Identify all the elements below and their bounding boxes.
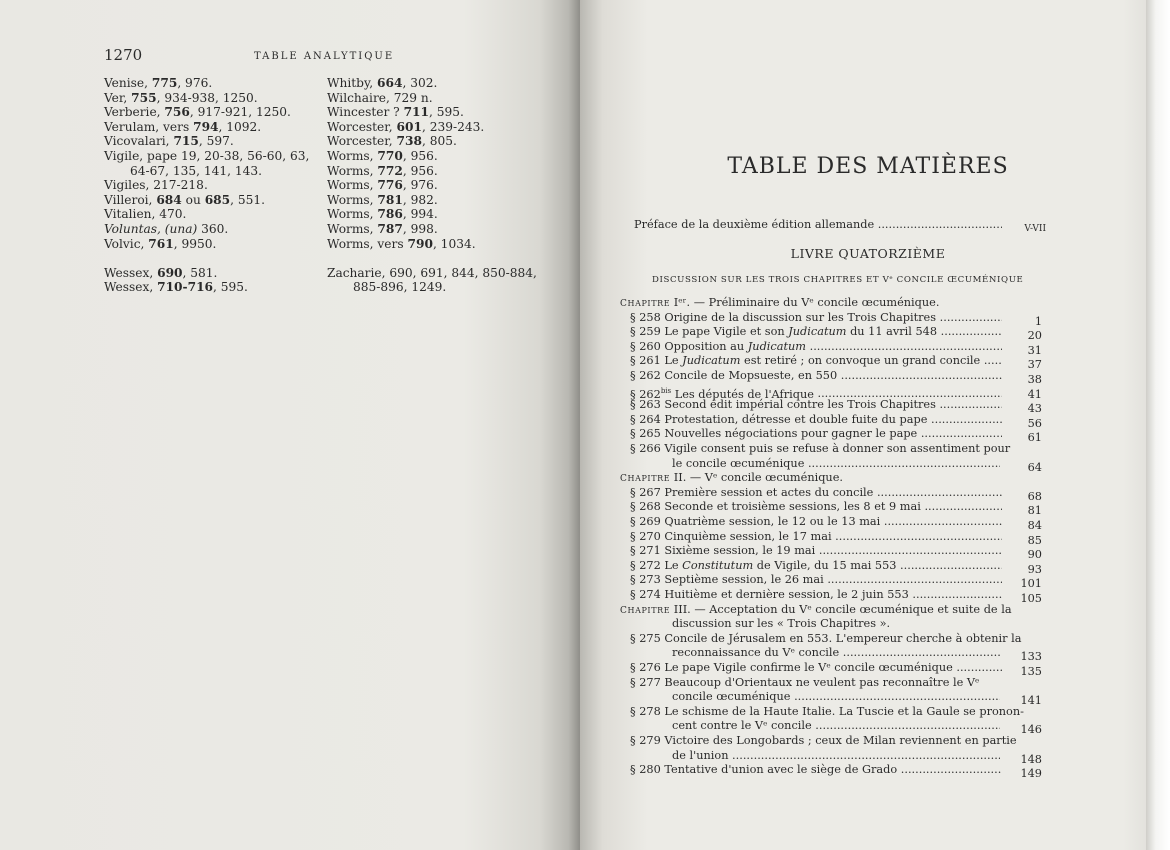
toc-entry-label: § 259 Le pape Vigile et son Judicatum du 11 avril 548 .....: [630, 325, 1002, 340]
index-entry: Venise, 775, 976.: [104, 76, 213, 90]
index-entry-continuation: 885-896, 1249.: [353, 280, 447, 295]
preface-page: V-VII: [1024, 224, 1046, 234]
toc-entry: [630, 632, 1021, 647]
toc-entry-page: 105: [1020, 592, 1042, 605]
toc-entry-page: 133: [1020, 650, 1042, 664]
toc-entry-page: 93: [1027, 562, 1042, 576]
toc-entry-page: 43: [1027, 402, 1042, 416]
toc-entry-page: 61: [1027, 431, 1042, 445]
toc-entry-page: 90: [1027, 548, 1042, 562]
chapter-heading: CHAPITRE II. — Vᵉ concile œcuménique.: [620, 471, 843, 485]
index-entry: Volvic, 761, 9950.: [104, 236, 217, 251]
index-entry: Worms, 786, 994.: [327, 207, 438, 222]
toc-entry-page: 81: [1027, 504, 1042, 518]
index-entry: Vicovalari, 715, 597.: [104, 134, 234, 149]
toc-entry-label-continuation: cent contre le Vᵉ concile .....: [672, 719, 1000, 734]
index-entry: Worms, 781, 982.: [327, 192, 438, 207]
index-gap: [327, 251, 532, 266]
toc-entry-label: § 269 Quatrième session, le 12 ou le 13 mai .....: [630, 515, 1002, 530]
toc-entry-label: § 271 Sixième session, le 19 mai .....: [630, 544, 1002, 559]
toc-entry-label: § 272 Le Constitutum de Vigile, du 15 mai 553 .....: [630, 559, 1002, 574]
toc-entry-label: § 273 Septième session, le 26 mai .....: [630, 573, 1002, 588]
page-edge: [1146, 0, 1170, 850]
toc-entry-page: 68: [1027, 489, 1042, 503]
toc-entry-page: 56: [1027, 416, 1042, 430]
toc-entry: [630, 763, 1002, 782]
preface-label: Préface de la deuxième édition allemande .....: [634, 218, 1002, 233]
toc-entry-page: 149: [1020, 767, 1042, 781]
index-entry: Vigiles, 217-218.: [104, 178, 208, 193]
toc-entry: [630, 442, 1010, 457]
toc-entry-page: 148: [1020, 752, 1042, 766]
toc-entry-label: § 278 Le schisme de la Haute Italie. La Tuscie et la Gaule se pronon-: [630, 704, 1024, 718]
toc-entry-label: § 263 Second édit impérial contre les Trois Chapitres .....: [630, 398, 1002, 413]
index-entry: Verberie, 756, 917-921, 1250.: [104, 105, 291, 120]
index-entry: Ver, 755, 934-938, 1250.: [104, 90, 258, 105]
index-entry: Worms, 772, 956.: [327, 163, 438, 178]
running-title: TABLE ANALYTIQUE: [254, 51, 395, 62]
toc-entry-label: § 268 Seconde et troisième sessions, les 8 et 9 mai .....: [630, 500, 1002, 515]
page-number: 1270: [104, 46, 143, 64]
index-entry: Voluntas, (una) 360.: [104, 221, 229, 236]
toc-entry-label-continuation: de l'union .....: [672, 749, 1000, 764]
toc-entry-label: § 266 Vigile consent puis se refuse à donner son assentiment pour: [630, 442, 1011, 455]
toc-entry-page: 37: [1027, 358, 1042, 372]
index-entry: Worms, 776, 976.: [327, 178, 438, 193]
index-column-2: [327, 76, 537, 295]
chapter-heading-continuation: discussion sur les « Trois Chapitres ».: [672, 617, 891, 631]
index-entry: Vitalien, 470.: [104, 207, 187, 222]
chapter-heading: CHAPITRE Iᵉʳ. — Préliminaire du Vᵉ concile œcuménique.: [620, 296, 940, 309]
toc-entry-label: § 275 Concile de Jérusalem en 553. L'empereur cherche à obtenir la: [630, 631, 1022, 645]
index-entry: Worcester, 601, 239-243.: [327, 119, 485, 134]
toc-entry-page: 64: [1027, 460, 1042, 474]
toc-title: TABLE DES MATIÈRES: [727, 154, 1009, 179]
chapter-heading: CHAPITRE III. — Acceptation du Vᵉ concile œcuménique et suite de la: [620, 602, 1012, 616]
toc-entry-label-continuation: concile œcuménique .....: [672, 690, 1000, 705]
toc-entry-label: § 261 Le Judicatum est retiré ; on convoque un grand concile .....: [630, 354, 1002, 369]
toc-entry-page: 38: [1027, 373, 1042, 386]
index-entry: Wessex, 690, 581.: [104, 265, 218, 280]
toc-entry-page: 84: [1027, 519, 1042, 532]
toc-entry-page: 135: [1020, 665, 1042, 678]
index-entry-continuation: 64-67, 135, 141, 143.: [130, 163, 263, 178]
index-entry: Worms, 770, 956.: [327, 148, 438, 163]
toc-entry-page: 141: [1020, 694, 1042, 708]
toc-entry-label: § 267 Première session et actes du concile .....: [630, 486, 1002, 501]
livre-heading: LIVRE QUATORZIÈME: [790, 246, 946, 261]
toc-entry-label: § 264 Protestation, détresse et double fuite du pape .....: [630, 413, 1002, 428]
index-entry: Whitby, 664, 302.: [327, 76, 438, 90]
toc-entry-page: 41: [1027, 387, 1042, 401]
index-gap: [104, 251, 314, 266]
toc-entry-label: § 279 Victoire des Longobards ; ceux de Milan reviennent en partie: [630, 734, 1017, 747]
toc-entry-label-continuation: reconnaissance du Vᵉ concile .....: [672, 646, 1000, 661]
index-entry: Worcester, 738, 805.: [327, 134, 457, 149]
left-page: [0, 0, 580, 850]
toc-entry-page: 1: [1034, 314, 1042, 328]
toc-entry-label: § 265 Nouvelles négociations pour gagner le pape .....: [630, 427, 1002, 442]
toc-entry-label: § 270 Cinquième session, le 17 mai .....: [630, 530, 1002, 545]
toc-entry-label: § 262 Concile de Mopsueste, en 550 .....: [630, 369, 1002, 384]
index-entry: Villeroi, 684 ou 685, 551.: [104, 192, 266, 207]
toc-entry-label: § $262^{bis}$ Les députés de l'Afrique .....: [630, 384, 1002, 402]
index-entry: Wilchaire, 729 n.: [327, 90, 433, 105]
index-entry: Wessex, 710-716, 595.: [104, 280, 248, 295]
toc-entry-label: § 258 Origine de la discussion sur les Trois Chapitres .....: [630, 311, 1002, 326]
index-entry: Vigile, pape 19, 20-38, 56-60, 63,: [104, 148, 310, 163]
toc-entry-page: 85: [1027, 533, 1042, 547]
toc-entry-label: § 280 Tentative d'union avec le siège de Grado .....: [630, 763, 1002, 778]
index-entry: Verulam, vers 794, 1092.: [104, 119, 262, 134]
toc-entry: [630, 676, 979, 691]
toc-entry-label: § 274 Huitième et dernière session, le 2 juin 553 .....: [630, 588, 1002, 603]
toc-entry: [630, 705, 1024, 720]
index-entry: Wincester ? 711, 595.: [327, 105, 464, 120]
toc-entry-label-continuation: le concile œcuménique .....: [672, 457, 1000, 472]
toc-entry-page: 20: [1027, 329, 1042, 343]
toc-entry-label: § 277 Beaucoup d'Orientaux ne veulent pas reconnaître le Vᵉ: [630, 675, 980, 689]
toc-entry-page: 146: [1020, 723, 1042, 737]
index-entry: Worms, vers 790, 1034.: [327, 236, 476, 251]
toc-entry-label: § 276 Le pape Vigile confirme le Vᵉ concile œcuménique .....: [630, 661, 1002, 676]
toc-entry: [630, 734, 1017, 749]
index-entry: Worms, 787, 998.: [327, 221, 438, 236]
toc-entry-page: 101: [1020, 577, 1042, 591]
livre-subheading: DISCUSSION SUR LES TROIS CHAPITRES ET Vᵉ CONCILE ŒCUMÉNIQUE: [652, 275, 1024, 285]
preface-entry: [634, 218, 1002, 237]
toc-entry-label: § 260 Opposition au Judicatum .....: [630, 340, 1002, 355]
toc-entry-page: 31: [1027, 343, 1042, 357]
index-column-1: [104, 76, 314, 295]
index-entry: Zacharie, 690, 691, 844, 850-884,: [327, 265, 537, 280]
